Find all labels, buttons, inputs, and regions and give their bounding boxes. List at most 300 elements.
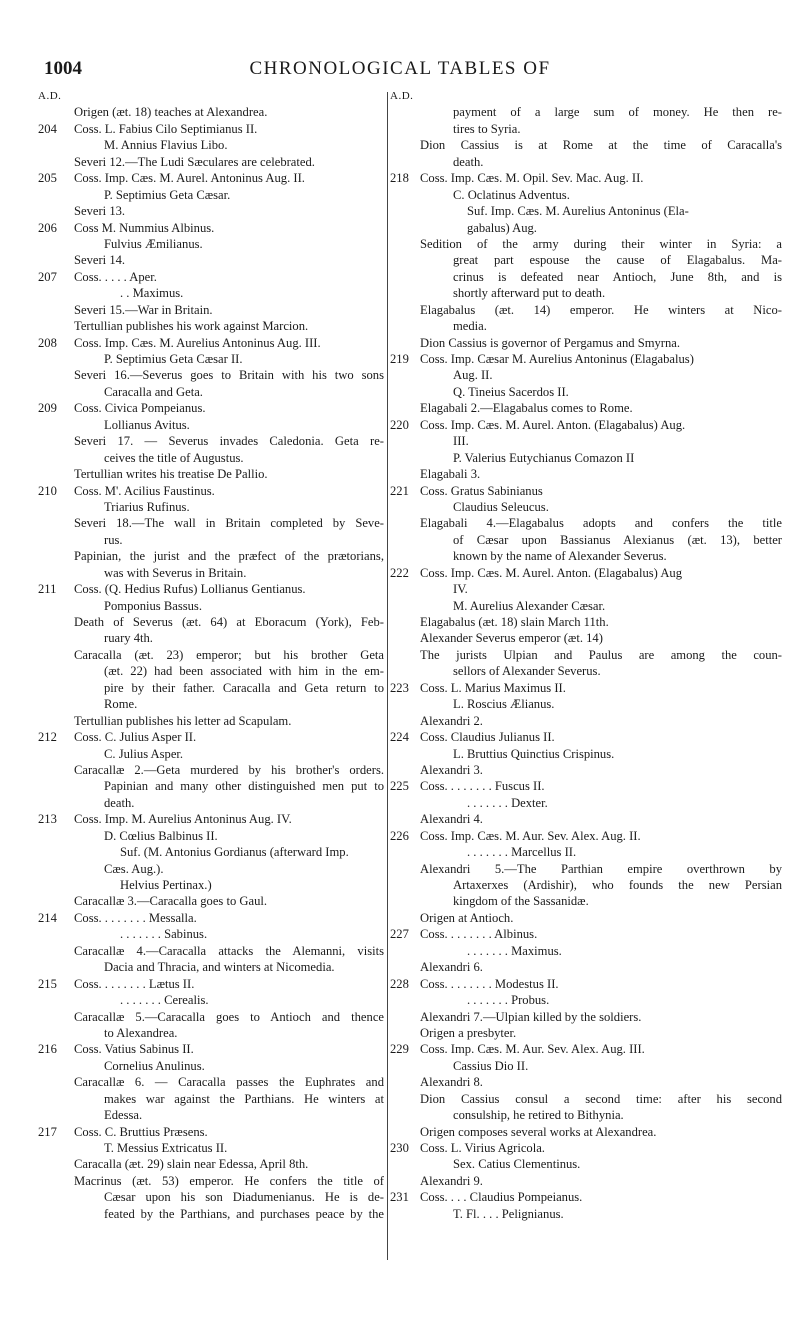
entry-text: Coss. L. Fabius Cilo Septimianus II. [74, 121, 258, 136]
entry-text: feated by the Parthians, and purchases peace by the [104, 1206, 384, 1221]
entry-text: Coss. . . . . . . . Fuscus II. [420, 779, 545, 794]
entry-text: Coss. . . . . . . . Modestus II. [420, 976, 559, 991]
entry-text: Cornelius Anulinus. [104, 1058, 205, 1073]
chronology-line [38, 778, 384, 794]
year-number: 229 [390, 1042, 409, 1057]
entry-text: Coss. Imp. Cæs. M. Aurel. Anton. (Elagabalus) Aug. [420, 417, 686, 432]
chronology-line [390, 1058, 782, 1074]
entry-text: Origen a presbyter. [420, 1025, 517, 1040]
chronology-line [390, 187, 782, 203]
chronology-line [390, 926, 782, 942]
entry-text: Coss. Imp. Cæs. M. Aurelius Antoninus Aug. III. [74, 335, 321, 350]
entry-text: Alexandri 6. [420, 960, 483, 975]
column-heading [390, 88, 782, 104]
year-number: 230 [390, 1141, 409, 1155]
entry-text: Rome. [104, 697, 138, 712]
chronology-line [38, 680, 384, 696]
entry-text: Suf. (M. Antonius Gordianus (afterward Imp. [120, 845, 349, 860]
chronology-line [390, 565, 782, 581]
page-header [0, 58, 800, 84]
entry-text: Alexandri 5.—The Parthian empire overthrown by [420, 861, 782, 876]
year-number: 227 [390, 927, 409, 942]
chronology-line [390, 647, 782, 663]
year-number: 224 [390, 730, 409, 745]
entry-text: Alexandri 8. [420, 1075, 483, 1090]
entry-text: Coss. . . . . Aper. [74, 269, 157, 284]
chronology-line [390, 137, 782, 153]
chronology-line [38, 844, 384, 860]
entry-text: Coss. Claudius Julianus II. [420, 730, 555, 745]
entry-text: Papinian, the jurist and the præfect of the prætorians, [74, 549, 384, 564]
chronology-line [38, 976, 384, 992]
chronology-line [390, 532, 782, 548]
chronology-line [390, 1140, 782, 1156]
entry-text: . . . . . . . Dexter. [467, 795, 548, 810]
entry-text: Elagabali 3. [420, 467, 481, 482]
chronology-line [390, 1206, 782, 1222]
chronology-line [38, 1140, 384, 1156]
entry-text: media. [453, 319, 487, 334]
chronology-line [38, 515, 384, 531]
entry-text: Macrinus (æt. 53) emperor. He confers the title of [74, 1173, 384, 1188]
entry-text: Coss. Imp. Cæs. M. Aurel. Antoninus Aug. II. [74, 171, 305, 186]
chronology-line [38, 959, 384, 975]
entry-text: Coss. L. Marius Maximus II. [420, 680, 566, 695]
entry-text: Edessa. [104, 1108, 143, 1123]
year-number: 220 [390, 417, 409, 432]
entry-text: The jurists Ulpian and Paulus are among the coun- [420, 647, 782, 662]
entry-text: III. [453, 434, 469, 449]
chronology-line [38, 926, 384, 942]
entry-text: Coss. . . . Claudius Pompeianus. [420, 1190, 583, 1205]
entry-text: death. [104, 795, 135, 810]
entry-text: Alexandri 4. [420, 812, 483, 827]
ad-heading: A.D. [390, 90, 414, 102]
year-number: 208 [38, 335, 57, 350]
entry-text: Coss. Imp. Cæs. M. Aur. Sev. Alex. Aug. II. [420, 828, 641, 843]
entry-text: Dion Cassius is at Rome at the time of Caracalla's [420, 138, 782, 153]
chronology-line [390, 318, 782, 334]
entry-text: Cæsar upon his son Diadumenianus. He is de- [104, 1190, 384, 1205]
chronology-line [390, 121, 782, 137]
entry-text: Caracallæ 4.—Caracalla attacks the Alemanni, visits [74, 943, 384, 958]
chronology-line [38, 532, 384, 548]
chronology-line [38, 285, 384, 301]
entry-text: P. Septimius Geta Cæsar II. [104, 352, 243, 366]
chronology-line [390, 154, 782, 170]
chronology-line [38, 1025, 384, 1041]
entry-text: Coss. Imp. Cæs. M. Aurel. Anton. (Elagabalus) Aug [420, 565, 683, 580]
chronology-line [390, 499, 782, 515]
chronology-line [390, 170, 782, 186]
chronology-line [38, 417, 384, 433]
chronology-line [390, 1009, 782, 1025]
entry-text: L. Roscius Ælianus. [453, 697, 555, 712]
year-number: 216 [38, 1042, 57, 1057]
chronology-line [390, 992, 782, 1008]
entry-text: Coss. . . . . . . . Albinus. [420, 927, 538, 942]
chronology-line [390, 483, 782, 499]
year-number: 215 [38, 976, 57, 991]
entry-text: Suf. Imp. Cæs. M. Aurelius Antoninus (Ela- [467, 204, 689, 219]
entry-text: M. Annius Flavius Libo. [104, 138, 228, 153]
entry-text: M. Aurelius Alexander Cæsar. [453, 598, 606, 613]
chronology-line [38, 893, 384, 909]
entry-text: shortly afterward put to death. [453, 286, 606, 301]
year-number: 218 [390, 171, 409, 186]
entry-text: Caracalla and Geta. [104, 384, 203, 399]
entry-text: . . . . . . . Maximus. [467, 943, 562, 958]
year-number: 206 [38, 220, 57, 235]
chronology-line [38, 1091, 384, 1107]
running-title: CHRONOLOGICAL TABLES OF [249, 58, 551, 79]
entry-text: . . . . . . . Sabinus. [120, 927, 208, 942]
entry-text: Cæs. Aug.). [104, 861, 164, 876]
entry-text: rus. [104, 532, 123, 547]
year-number: 223 [390, 680, 409, 695]
chronology-line [38, 598, 384, 614]
chronology-line [390, 203, 782, 219]
entry-text: T. Messius Extricatus II. [104, 1141, 228, 1155]
entry-text: Sex. Catius Clementinus. [453, 1157, 581, 1172]
chronology-line [38, 828, 384, 844]
entry-text: Q. Tineius Sacerdos II. [453, 384, 569, 399]
chronology-line [390, 285, 782, 301]
entry-text: tires to Syria. [453, 121, 521, 136]
entry-text: Coss. Imp. Cæs. M. Aur. Sev. Alex. Aug. III. [420, 1042, 645, 1057]
chronology-line [390, 302, 782, 318]
chronology-line [390, 746, 782, 762]
entry-text: Tertullian publishes his letter ad Scapulam. [74, 713, 292, 728]
entry-text: sellors of Alexander Severus. [453, 664, 601, 679]
chronology-line [38, 302, 384, 318]
chronology-line [38, 335, 384, 351]
year-number: 226 [390, 828, 409, 843]
year-number: 221 [390, 483, 409, 498]
entry-text: Coss. L. Virius Agricola. [420, 1141, 545, 1155]
chronology-line [38, 466, 384, 482]
chronology-line [390, 1189, 782, 1205]
entry-text: known by the name of Alexander Severus. [453, 549, 667, 564]
chronology-line [390, 269, 782, 285]
entry-text: Alexandri 2. [420, 713, 483, 728]
chronology-line [38, 154, 384, 170]
entry-text: Alexandri 9. [420, 1173, 483, 1188]
chronology-line [38, 318, 384, 334]
entry-text: Caracallæ 6. — Caracalla passes the Euphrates and [74, 1075, 384, 1090]
entry-text: was with Severus in Britain. [104, 565, 247, 580]
chronology-line [38, 795, 384, 811]
entry-text: Elagabalus (æt. 18) slain March 11th. [420, 615, 609, 629]
year-number: 228 [390, 976, 409, 991]
chronology-line [38, 1206, 384, 1222]
chronology-line [390, 828, 782, 844]
chronology-line [38, 565, 384, 581]
entry-text: Alexandri 7.—Ulpian killed by the soldiers. [420, 1009, 642, 1024]
chronology-line [390, 943, 782, 959]
entry-text: . . . . . . . Probus. [467, 993, 550, 1008]
entry-text: . . . . . . . Cerealis. [120, 993, 209, 1008]
chronology-line [38, 236, 384, 252]
chronology-line [38, 1009, 384, 1025]
chronology-line [38, 252, 384, 268]
year-number: 211 [38, 582, 57, 597]
chronology-line [390, 844, 782, 860]
entry-text: Papinian and many other distinguished men put to [104, 779, 384, 794]
entry-text: Elagabali 2.—Elagabalus comes to Rome. [420, 401, 633, 416]
entry-text: Alexander Severus emperor (æt. 14) [420, 631, 603, 646]
entry-text: . . . . . . . Marcellus II. [467, 845, 577, 860]
entry-text: Coss. C. Julius Asper II. [74, 730, 197, 745]
entry-text: Sedition of the army during their winter in Syria: a [420, 236, 782, 251]
chronology-line [38, 548, 384, 564]
entry-text: P. Valerius Eutychianus Comazon II [453, 450, 635, 465]
entry-text: Claudius Seleucus. [453, 499, 549, 514]
chronology-line [390, 1074, 782, 1090]
column-divider [387, 92, 388, 1260]
chronology-line [390, 1124, 782, 1140]
chronology-line [390, 581, 782, 597]
entry-text: . . Maximus. [120, 286, 184, 301]
chronology-line [38, 433, 384, 449]
chronology-line [390, 220, 782, 236]
year-number: 209 [38, 401, 57, 416]
entry-text: Death of Severus (æt. 64) at Eboracum (York), Feb- [74, 615, 384, 629]
entry-text: gabalus) Aug. [467, 220, 537, 235]
chronology-line [38, 400, 384, 416]
entry-text: Elagabalus (æt. 14) emperor. He winters at Nico- [420, 302, 782, 317]
chronology-line [38, 647, 384, 663]
chronology-line [38, 1041, 384, 1057]
chronology-line [390, 959, 782, 975]
entry-text: Severi 17. — Severus invades Caledonia. Geta re- [74, 434, 384, 449]
chronology-line [38, 450, 384, 466]
chronology-line [38, 713, 384, 729]
entry-text: Coss. . . . . . . . Messalla. [74, 910, 197, 925]
entry-text: Aug. II. [453, 368, 493, 383]
entry-text: IV. [453, 582, 468, 597]
chronology-line [38, 1107, 384, 1123]
chronology-line [390, 680, 782, 696]
entry-text: Tertullian writes his treatise De Pallio. [74, 467, 268, 482]
chronology-line [390, 861, 782, 877]
chronology-line [38, 614, 384, 630]
chronology-line [38, 1124, 384, 1140]
entry-text: Coss. Gratus Sabinianus [420, 483, 543, 498]
chronology-line [390, 614, 782, 630]
chronology-line [390, 1091, 782, 1107]
chronology-line [390, 466, 782, 482]
chronology-line [38, 877, 384, 893]
chronology-line [38, 746, 384, 762]
chronology-line [390, 236, 782, 252]
entry-text: death. [453, 154, 484, 169]
chronology-line [390, 252, 782, 268]
left-column-entries [38, 104, 384, 1222]
entry-text: C. Oclatinus Adventus. [453, 187, 570, 202]
year-number: 205 [38, 171, 57, 186]
year-number: 231 [390, 1190, 409, 1205]
entry-text: Dion Cassius consul a second time: after his second [420, 1091, 782, 1106]
year-number: 222 [390, 565, 409, 580]
entry-text: D. Cœlius Balbinus II. [104, 828, 218, 843]
year-number: 210 [38, 483, 57, 498]
chronology-line [38, 499, 384, 515]
entry-text: Tertullian publishes his work against Marcion. [74, 319, 309, 334]
chronology-line [38, 367, 384, 383]
entry-text: Severi 13. [74, 204, 126, 219]
chronology-line [38, 483, 384, 499]
entry-text: Severi 16.—Severus goes to Britain with his two sons [74, 368, 384, 383]
entry-text: Artaxerxes (Ardishir), who founds the new Persian [453, 878, 782, 892]
entry-text: Helvius Pertinax.) [120, 878, 212, 892]
chronology-line [390, 384, 782, 400]
chronology-line [38, 137, 384, 153]
year-number: 204 [38, 121, 57, 136]
right-column [390, 88, 782, 1222]
entry-text: Origen (æt. 18) teaches at Alexandrea. [74, 105, 268, 120]
chronology-line [38, 1156, 384, 1172]
year-number: 217 [38, 1124, 57, 1139]
chronology-line [38, 187, 384, 203]
year-number: 212 [38, 730, 57, 745]
chronology-line [38, 762, 384, 778]
chronology-line [38, 384, 384, 400]
chronology-line [390, 1025, 782, 1041]
chronology-line [38, 696, 384, 712]
chronology-line [38, 943, 384, 959]
year-number: 219 [390, 352, 409, 366]
chronology-line [390, 367, 782, 383]
column-heading [38, 88, 384, 104]
chronology-line [38, 581, 384, 597]
right-column-entries [390, 104, 782, 1222]
chronology-line [390, 877, 782, 893]
entry-text: Severi 15.—War in Britain. [74, 302, 213, 317]
left-column [38, 88, 384, 1222]
chronology-line [390, 515, 782, 531]
entry-text: Coss. Imp. Cæs. M. Opil. Sev. Mac. Aug. II. [420, 171, 644, 186]
entry-text: Lollianus Avitus. [104, 417, 190, 432]
page-number: 1004 [44, 58, 82, 79]
year-number: 213 [38, 812, 57, 827]
chronology-line [38, 1173, 384, 1189]
chronology-line [38, 861, 384, 877]
chronology-line [390, 400, 782, 416]
entry-text: ruary 4th. [104, 631, 153, 646]
chronology-line [38, 811, 384, 827]
chronology-line [390, 1041, 782, 1057]
entry-text: Caracallæ 5.—Caracalla goes to Antioch and thence [74, 1009, 384, 1024]
ad-heading: A.D. [38, 90, 62, 102]
chronology-line [38, 663, 384, 679]
entry-text: Cassius Dio II. [453, 1058, 529, 1073]
entry-text: Origen composes several works at Alexandrea. [420, 1124, 657, 1139]
entry-text: L. Bruttius Quinctius Crispinus. [453, 746, 615, 761]
chronology-line [38, 630, 384, 646]
entry-text: T. Fl. . . . Pelignianus. [453, 1206, 564, 1221]
year-number: 207 [38, 269, 57, 284]
chronology-line [38, 104, 384, 120]
chronology-line [390, 976, 782, 992]
chronology-line [390, 762, 782, 778]
entry-text: Coss. . . . . . . . Lætus II. [74, 976, 195, 991]
chronology-line [38, 220, 384, 236]
chronology-line [390, 778, 782, 794]
entry-text: great part espouse the cause of Elagabalus. Ma- [453, 253, 782, 268]
entry-text: Severi 18.—The wall in Britain completed by Seve- [74, 516, 384, 531]
year-number: 214 [38, 910, 57, 925]
chronology-line [390, 893, 782, 909]
chronology-line [390, 1156, 782, 1172]
entry-text: Coss. Imp. Cæsar M. Aurelius Antoninus (Elagabalus) [420, 352, 694, 366]
chronology-line [38, 910, 384, 926]
chronology-line [38, 351, 384, 367]
year-number: 225 [390, 779, 409, 794]
chronology-line [390, 1173, 782, 1189]
entry-text: Alexandri 3. [420, 762, 483, 777]
entry-text: Fulvius Æmilianus. [104, 236, 203, 251]
chronology-line [390, 433, 782, 449]
entry-text: Coss. M'. Acilius Faustinus. [74, 483, 215, 498]
entry-text: Dion Cassius is governor of Pergamus and Smyrna. [420, 335, 681, 350]
entry-text: Pomponius Bassus. [104, 598, 202, 613]
entry-text: Caracalla (æt. 29) slain near Edessa, April 8th. [74, 1157, 309, 1172]
chronology-line [390, 450, 782, 466]
chronology-line [390, 795, 782, 811]
entry-text: Elagabali 4.—Elagabalus adopts and confers the title [420, 516, 782, 531]
entry-text: Caracalla (æt. 23) emperor; but his brother Geta [74, 647, 384, 662]
entry-text: Coss. Vatius Sabinus II. [74, 1042, 194, 1057]
entry-text: Coss. Imp. M. Aurelius Antoninus Aug. IV. [74, 812, 292, 827]
entry-text: P. Septimius Geta Cæsar. [104, 187, 231, 202]
chronology-line [38, 729, 384, 745]
entry-text: Severi 14. [74, 253, 126, 268]
chronology-line [390, 729, 782, 745]
chronology-line [38, 1074, 384, 1090]
chronology-line [390, 811, 782, 827]
chronology-line [38, 203, 384, 219]
chronology-line [390, 630, 782, 646]
chronology-line [390, 548, 782, 564]
entry-text: Caracallæ 3.—Caracalla goes to Gaul. [74, 894, 268, 909]
chronology-line [390, 1107, 782, 1123]
entry-text: Triarius Rufinus. [104, 499, 190, 514]
chronology-line [390, 351, 782, 367]
entry-text: ceives the title of Augustus. [104, 450, 244, 465]
entry-text: Coss M. Nummius Albinus. [74, 220, 215, 235]
entry-text: kingdom of the Sassanidæ. [453, 894, 589, 909]
chronology-line [38, 170, 384, 186]
chronology-line [390, 696, 782, 712]
entry-text: Coss. C. Bruttius Præsens. [74, 1124, 208, 1139]
entry-text: pire by their father. Caracalla and Geta return to [104, 680, 384, 695]
entry-text: payment of a large sum of money. He then re- [453, 105, 782, 120]
entry-text: Caracallæ 2.—Geta murdered by his brother's orders. [74, 762, 384, 777]
entry-text: C. Julius Asper. [104, 746, 184, 761]
chronology-line [390, 713, 782, 729]
chronology-line [390, 663, 782, 679]
chronology-line [390, 335, 782, 351]
entry-text: Origen at Antioch. [420, 910, 514, 925]
entry-text: Severi 12.—The Ludi Sæculares are celebrated. [74, 154, 315, 169]
chronology-line [390, 598, 782, 614]
entry-text: crinus is defeated near Antioch, June 8th, and is [453, 269, 782, 284]
chronology-line [38, 992, 384, 1008]
entry-text: of Cæsar upon Bassianus Alexianus (æt. 13), better [453, 532, 782, 547]
chronology-line [390, 910, 782, 926]
chronology-line [38, 1189, 384, 1205]
